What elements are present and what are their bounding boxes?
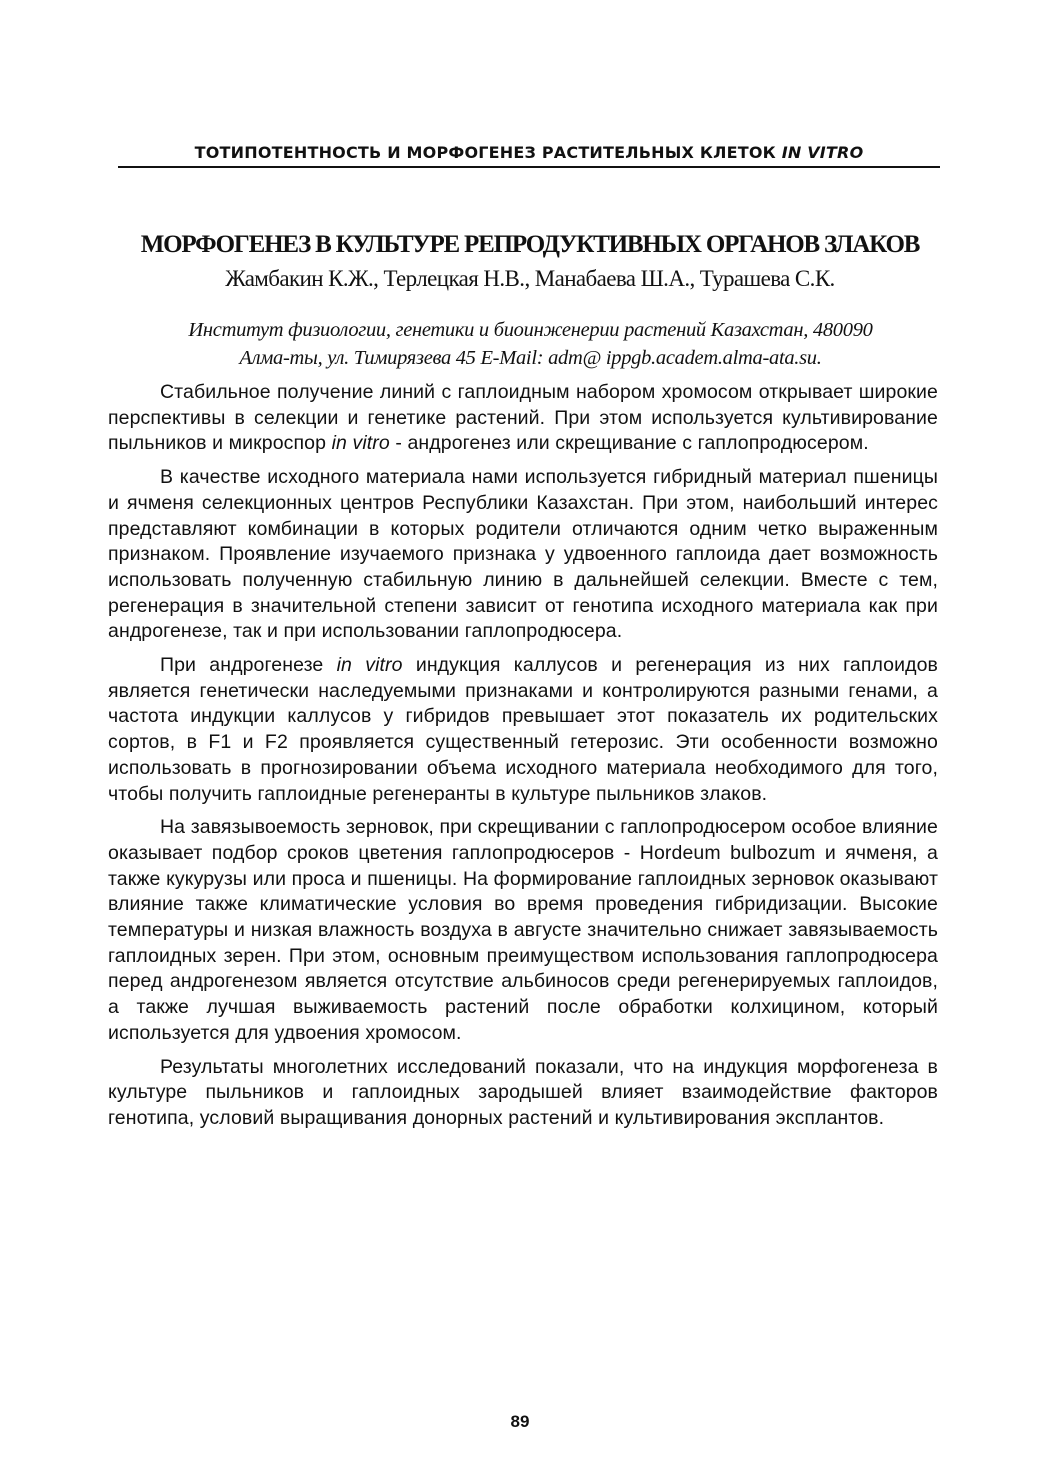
- paragraph-1-text-b: - андрогенез или скрещивание с гаплопродюсером.: [389, 432, 869, 455]
- paragraph-1-text-a: Стабильное получение линий с гаплоидным набором хромосом открывает широкие перспективы в селекции и генетике растений. При этом используется культивирование пыльников и микроспор: [108, 381, 938, 455]
- header-rule: [118, 166, 940, 168]
- paragraph-4: На завязывоемость зерновок, при скрещивании с гаплопродюсером особое влияние оказывает подбор сроков цветения гаплопродюсеров - Hordeum bulbozum и ячменя, а также кукурузы или проса и пшеницы. На формирование гаплоидных зерновок оказывают влияние также климатические условия во время проведения гибридизации. Высокие температуры и низкая влажность воздуха в августе значительно снижает завязываемость гаплоидных зерен. При этом, основным преимуществом использования гаплопродюсера перед андрогенезом является отсутствие альбиносов среди регенерируемых гаплоидов, а также лучшая выживаемость растений после обработки колхицином, который используется для удвоения хромосом.: [108, 816, 938, 1044]
- paragraph-3-text-b: индукция каллусов и регенерация из них гаплоидов является генетически наследуемыми признаками и контролируются разными генами, а частота индукции каллусов у гибридов превышает этот показатель их родительских сортов, в F1 и F2 проявляется существенный гетерозис. Эти особенности возможно использовать в прогнозировании объема исходного материала необходимого для того, чтобы получить гаплоидные регенеранты в культуре пыльников злаков.: [108, 654, 938, 805]
- affiliation-line-1: Институт физиологии, генетики и биоинженерии растений Казахстан, 480090: [188, 319, 873, 341]
- paragraph-1-in-vitro: in vitro: [331, 432, 390, 455]
- affiliation: [108, 316, 953, 372]
- running-head-text: ТОТИПОТЕНТНОСТЬ И МОРФОГЕНЕЗ РАСТИТЕЛЬНЫХ КЛЕТОК: [194, 143, 782, 162]
- article-title: МОРФОГЕНЕЗ В КУЛЬТУРЕ РЕПРОДУКТИВНЫХ ОРГАНОВ ЗЛАКОВ: [140, 231, 920, 258]
- affiliation-line-2: Алма-ты, ул. Тимирязева 45 E-Mail: adm@ ippgb.academ.alma-ata.su.: [239, 347, 822, 369]
- paragraph-3-in-vitro: in vitro: [336, 654, 403, 677]
- paragraph-3-text-a: При андрогенезе: [160, 654, 337, 677]
- paragraph-1: [108, 380, 938, 457]
- paragraph-5: Результаты многолетних исследований показали, что на индукция морфогенеза в культуре пыльников и гаплоидных зародышей влияет взаимодействие факторов генотипа, условий выращивания донорных растений и культивирования эксплантов.: [108, 1055, 938, 1129]
- running-head-italic: IN VITRO: [781, 143, 864, 162]
- running-head: [118, 143, 940, 162]
- article-authors: Жамбакин К.Ж., Терлецкая Н.В., Манабаева Ш.А., Турашева С.К.: [225, 266, 835, 291]
- article-body: [108, 380, 938, 1140]
- paragraph-2: В качестве исходного материала нами используется гибридный материал пшеницы и ячменя селекционных центров Республики Казахстан. При этом, наибольший интерес представляют комбинации в которых родители отличаются одним четко выраженным признаком. Проявление изучаемого признака у удвоенного гаплоида дает возможность использовать полученную стабильную линию в дальнейшей селекции. Вместе с тем, регенерация в значительной степени зависит от генотипа исходного материала как при андрогенезе, так и при использовании гаплопродюсера.: [108, 466, 938, 643]
- page-number: 89: [510, 1412, 530, 1431]
- paragraph-3: [108, 653, 938, 807]
